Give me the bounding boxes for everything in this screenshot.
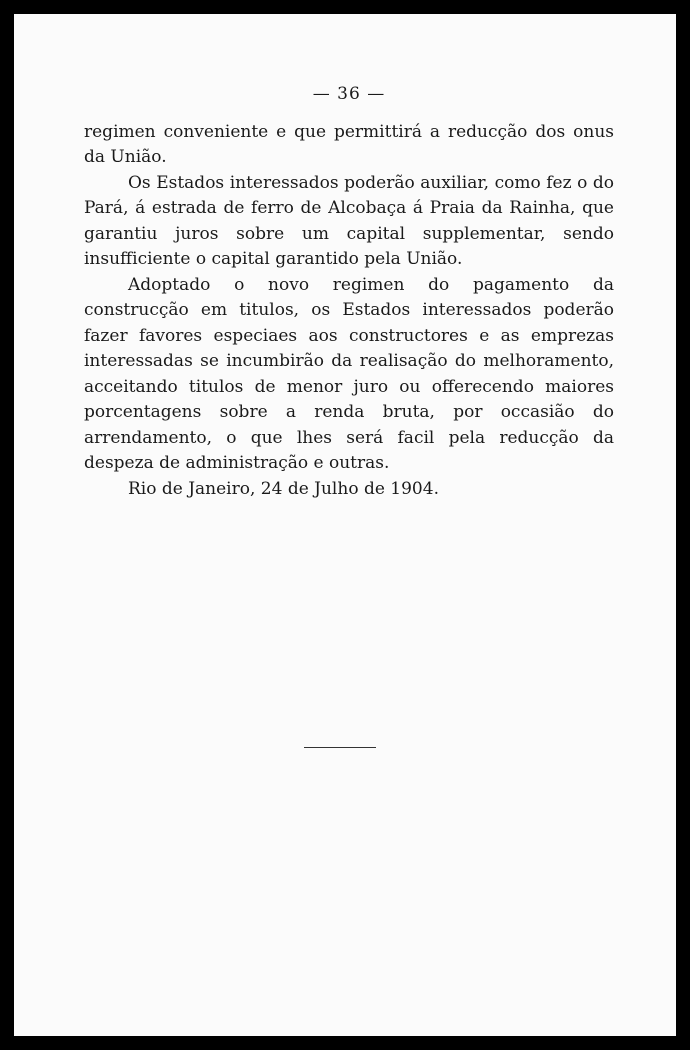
paragraph-continuation: regimen conveniente e que permittirá a reducção dos onus da União. xyxy=(84,121,614,167)
date-signature: Rio de Janeiro, 24 de Julho de 1904. xyxy=(128,478,439,499)
paragraph-adoptado: Adoptado o novo regimen do pagamento da construcção em titulos, os Estados interessados poderão fazer favores especiaes aos constructores e as emprezas interessadas se incumbirão da realisação do melhoramento, acceitando titulos de menor juro ou offerecendo maiores porcentagens sobre a renda bruta, por occasião do arrendamento, o que lhes será facil pela reducção da despeza de administração e outras. xyxy=(84,274,614,473)
page-number: — 36 — xyxy=(312,84,386,104)
separator-rule xyxy=(304,747,376,748)
body-text xyxy=(84,82,614,502)
paragraph-estados: Os Estados interessados poderão auxiliar, como fez o do Pará, á estrada de ferro de Alcobaça á Praia da Rainha, que garantiu juros sobre um capital supplementar, sendo insufficiente o capital garantido pela União. xyxy=(84,172,614,269)
document-page xyxy=(14,14,676,1036)
